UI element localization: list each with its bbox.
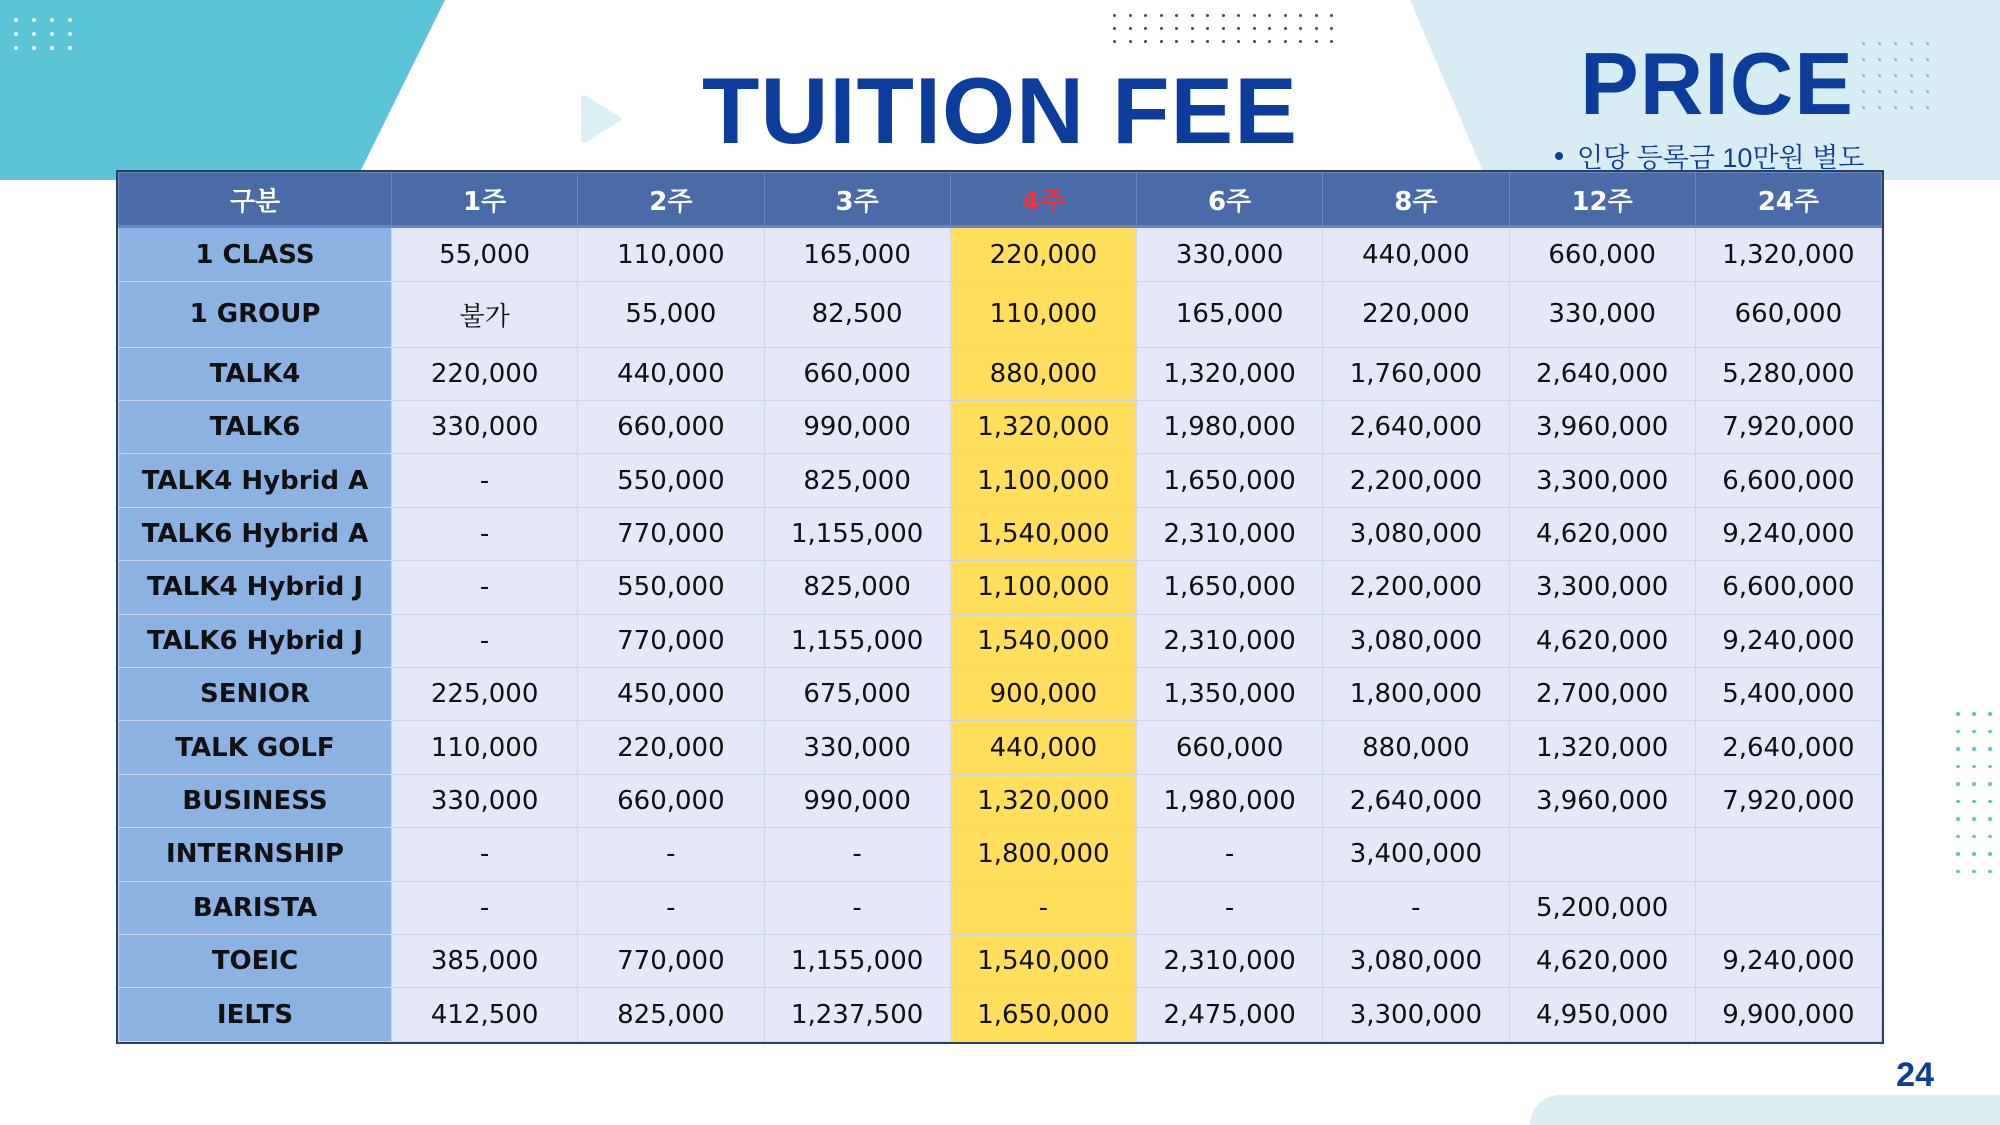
decor-dot [1253,27,1256,30]
decor-dot [50,46,54,50]
price-cell: 5,280,000 [1695,347,1881,400]
price-cell: 3,300,000 [1509,561,1695,614]
decor-dot [1956,817,1960,821]
price-cell: 1,760,000 [1323,347,1509,400]
price-cell: 770,000 [578,935,764,988]
price-cell: 660,000 [1695,282,1881,347]
price-cell: 7,920,000 [1695,401,1881,454]
decor-dot [1910,58,1913,61]
price-cell: 1,320,000 [1137,347,1323,400]
price-cell: 450,000 [578,668,764,721]
price-cell: 770,000 [578,507,764,560]
price-cell: 3,300,000 [1323,988,1509,1042]
table-row [119,454,1882,507]
table-row [119,561,1882,614]
decor-dot [1330,40,1333,43]
decor-dot [1988,747,1992,751]
table-row [119,774,1882,827]
decor-dot [1972,800,1976,804]
decor-dot [32,32,36,36]
decor-dot [1330,14,1333,17]
decor-dot [1988,730,1992,734]
decor-dot [1315,40,1318,43]
decor-dot [1988,800,1992,804]
price-cell: 55,000 [392,227,578,282]
decor-dot [68,18,72,22]
decor-dot [1222,40,1225,43]
price-cell-highlighted: 1,540,000 [950,614,1136,667]
table-row [119,227,1882,282]
decor-dot [14,18,18,22]
page-title: TUITION FEE [702,58,1298,163]
decor-dot [1237,40,1240,43]
row-label-cell: 1 GROUP [119,282,392,347]
header-cell: 24주 [1695,173,1881,227]
decor-dot [1988,817,1992,821]
price-cell-highlighted: 1,650,000 [950,988,1136,1042]
price-cell: - [392,881,578,934]
decor-dot [1862,58,1865,61]
decor-dot-grid-top [1113,14,1346,53]
price-cell: - [1137,881,1323,934]
table-row [119,988,1882,1042]
price-cell: 4,950,000 [1509,988,1695,1042]
price-cell: 440,000 [1323,227,1509,282]
table-row [119,881,1882,934]
price-cell: 165,000 [764,227,950,282]
price-cell: 2,700,000 [1509,668,1695,721]
decor-dot [1894,58,1897,61]
decor-dot-grid-right [1956,712,2000,887]
header-cell: 6주 [1137,173,1323,227]
decor-dot [1315,27,1318,30]
decor-dot [1894,42,1897,45]
row-label-cell: TALK6 [119,401,392,454]
decor-dot [1956,747,1960,751]
price-cell-highlighted: 900,000 [950,668,1136,721]
price-cell: - [392,561,578,614]
price-cell: 3,300,000 [1509,454,1695,507]
price-cell: 9,900,000 [1695,988,1881,1042]
decor-dot [1956,870,1960,874]
row-label-cell: INTERNSHIP [119,828,392,881]
price-cell-highlighted: 1,540,000 [950,935,1136,988]
header-cell: 1주 [392,173,578,227]
decor-dot [68,32,72,36]
price-cell: - [764,828,950,881]
price-cell-highlighted: 440,000 [950,721,1136,774]
table-row [119,347,1882,400]
decor-dot [1284,40,1287,43]
decor-dot [32,46,36,50]
price-cell: 1,650,000 [1137,561,1323,614]
price-cell: 990,000 [764,401,950,454]
price-cell: 880,000 [1323,721,1509,774]
price-cell-highlighted: 1,800,000 [950,828,1136,881]
price-cell: 4,620,000 [1509,507,1695,560]
row-label-cell: 1 CLASS [119,227,392,282]
decor-dot [1253,40,1256,43]
price-cell: - [578,881,764,934]
price-cell [1695,828,1881,881]
decor-dot [1222,14,1225,17]
decor-dot [1268,40,1271,43]
price-cell: 110,000 [578,227,764,282]
price-cell: 2,310,000 [1137,935,1323,988]
decor-dot [50,18,54,22]
price-cell: 330,000 [392,401,578,454]
decor-dot [1956,782,1960,786]
price-cell: 5,400,000 [1695,668,1881,721]
price-cell: - [392,828,578,881]
price-cell: 3,960,000 [1509,774,1695,827]
row-label-cell: TALK4 [119,347,392,400]
decor-dot [1191,14,1194,17]
decor-dot [1910,42,1913,45]
row-label-cell: BARISTA [119,881,392,934]
table-row [119,828,1882,881]
decor-dot [1113,40,1116,43]
decor-dot [1956,835,1960,839]
decor-dot [1284,14,1287,17]
price-cell: 3,400,000 [1323,828,1509,881]
decor-dot [1113,27,1116,30]
price-cell: 660,000 [578,774,764,827]
decor-dot [1926,58,1929,61]
price-cell: 2,200,000 [1323,454,1509,507]
price-cell: 225,000 [392,668,578,721]
header-cell: 8주 [1323,173,1509,227]
price-cell: 825,000 [764,454,950,507]
price-cell: 385,000 [392,935,578,988]
price-cell: 330,000 [764,721,950,774]
table-header-row [119,173,1882,227]
price-cell: 1,800,000 [1323,668,1509,721]
decor-dot [1926,42,1929,45]
price-cell: 1,320,000 [1695,227,1881,282]
price-cell-highlighted: 1,100,000 [950,454,1136,507]
decor-dot [1956,852,1960,856]
decor-dot [68,46,72,50]
row-label-cell: TALK4 Hybrid A [119,454,392,507]
page-number: 24 [1896,1056,1934,1094]
decor-dot [1129,40,1132,43]
decor-dot [1988,870,1992,874]
bullet-icon [1555,152,1563,160]
table-row [119,614,1882,667]
table-row [119,668,1882,721]
header-cell: 2주 [578,173,764,227]
decor-dot [1160,40,1163,43]
header-cell: 구분 [119,173,392,227]
row-label-cell: BUSINESS [119,774,392,827]
decor-dot [1988,712,1992,716]
price-cell: 110,000 [392,721,578,774]
decor-shape-bottom [1530,1095,2000,1125]
price-cell: - [578,828,764,881]
price-cell: 2,200,000 [1323,561,1509,614]
decor-dot [1972,852,1976,856]
price-cell [1695,881,1881,934]
price-cell: 9,240,000 [1695,614,1881,667]
decor-dot [1222,27,1225,30]
table-row [119,401,1882,454]
decor-dot [1144,40,1147,43]
price-cell-highlighted: 1,320,000 [950,774,1136,827]
decor-dot [1988,835,1992,839]
decor-dot [1237,27,1240,30]
price-cell: 220,000 [392,347,578,400]
price-cell: 5,200,000 [1509,881,1695,934]
price-cell: 2,640,000 [1695,721,1881,774]
price-cell: 2,310,000 [1137,507,1323,560]
table-row [119,935,1882,988]
row-label-cell: TALK6 Hybrid J [119,614,392,667]
decor-dot [1972,817,1976,821]
price-cell: 2,475,000 [1137,988,1323,1042]
price-cell: 82,500 [764,282,950,347]
decor-dot [1972,712,1976,716]
decor-dot [1284,27,1287,30]
price-cell: 1,320,000 [1509,721,1695,774]
row-label-cell: TALK GOLF [119,721,392,774]
decor-dot [14,46,18,50]
price-cell: 990,000 [764,774,950,827]
price-cell: 165,000 [1137,282,1323,347]
price-cell: 330,000 [392,774,578,827]
row-label-cell: TALK6 Hybrid A [119,507,392,560]
decor-dot [1878,58,1881,61]
decor-dot [1160,27,1163,30]
decor-dot [1988,765,1992,769]
price-cell: 55,000 [578,282,764,347]
decor-dot [1175,14,1178,17]
decor-dot [1956,800,1960,804]
decor-dot [1175,27,1178,30]
decor-dot [1206,40,1209,43]
tuition-fee-table [118,172,1882,1042]
decor-dot [14,32,18,36]
price-cell: 330,000 [1509,282,1695,347]
table-row [119,282,1882,347]
price-cell: 6,600,000 [1695,454,1881,507]
row-label-cell: SENIOR [119,668,392,721]
decor-dot [1268,14,1271,17]
decor-dot [1956,730,1960,734]
decor-dot [1956,765,1960,769]
price-cell: 440,000 [578,347,764,400]
decor-dot [1129,27,1132,30]
decor-dot [1160,14,1163,17]
decor-dot [1206,27,1209,30]
row-label-cell: TALK4 Hybrid J [119,561,392,614]
price-cell-highlighted: - [950,881,1136,934]
price-cell: 7,920,000 [1695,774,1881,827]
decor-dot [1191,40,1194,43]
price-cell: 6,600,000 [1695,561,1881,614]
price-cell: 3,080,000 [1323,935,1509,988]
price-cell: 825,000 [578,988,764,1042]
price-cell: - [392,614,578,667]
price-cell: 1,980,000 [1137,774,1323,827]
price-cell: 660,000 [764,347,950,400]
price-cell: 9,240,000 [1695,935,1881,988]
decor-dot [1144,14,1147,17]
decor-dot [1956,712,1960,716]
row-label-cell: TOEIC [119,935,392,988]
price-cell: 330,000 [1137,227,1323,282]
price-cell-highlighted: 220,000 [950,227,1136,282]
price-cell: 660,000 [578,401,764,454]
price-cell: 825,000 [764,561,950,614]
price-cell: 불가 [392,282,578,347]
price-cell: 675,000 [764,668,950,721]
registration-fee-note [1555,136,1864,175]
decor-dot [1315,14,1318,17]
price-cell: 1,155,000 [764,614,950,667]
table-row [119,721,1882,774]
price-cell: 1,980,000 [1137,401,1323,454]
decor-dot [1988,782,1992,786]
decor-dot [1175,40,1178,43]
price-cell: 550,000 [578,454,764,507]
decor-dot [1972,730,1976,734]
decor-dot [1988,852,1992,856]
price-cell-highlighted: 880,000 [950,347,1136,400]
decor-dot [1237,14,1240,17]
price-badge: PRICE [1580,34,1854,133]
price-cell: 2,310,000 [1137,614,1323,667]
price-cell: 9,240,000 [1695,507,1881,560]
price-cell: 412,500 [392,988,578,1042]
decor-dot-grid-top-left [14,18,86,60]
decor-dot [1972,870,1976,874]
header-cell: 3주 [764,173,950,227]
price-cell: - [392,454,578,507]
price-cell: 3,080,000 [1323,614,1509,667]
decor-dot [1268,27,1271,30]
price-cell: 1,155,000 [764,935,950,988]
price-cell: 550,000 [578,561,764,614]
price-cell-highlighted: 110,000 [950,282,1136,347]
price-cell-highlighted: 1,100,000 [950,561,1136,614]
note-text: 인당 등록금 10만원 별도 [1577,143,1865,173]
price-cell: 660,000 [1137,721,1323,774]
decor-dot [1972,782,1976,786]
decor-dot [1299,27,1302,30]
price-cell [1509,828,1695,881]
header-cell: 12주 [1509,173,1695,227]
price-cell: 1,237,500 [764,988,950,1042]
price-cell: - [1323,881,1509,934]
price-cell: 3,960,000 [1509,401,1695,454]
decor-dot [1206,14,1209,17]
price-cell: 4,620,000 [1509,614,1695,667]
decor-dot [1129,14,1132,17]
decor-dot [1299,40,1302,43]
price-cell: 770,000 [578,614,764,667]
price-cell-highlighted: 1,540,000 [950,507,1136,560]
decor-dot [1972,747,1976,751]
price-cell: - [392,507,578,560]
price-cell: - [764,881,950,934]
header-cell-highlighted: 4주 [950,173,1136,227]
decor-dot [1144,27,1147,30]
price-cell: 1,155,000 [764,507,950,560]
price-cell-highlighted: 1,320,000 [950,401,1136,454]
decor-dot [1972,835,1976,839]
price-cell: 660,000 [1509,227,1695,282]
decor-dot [1191,27,1194,30]
price-cell: 3,080,000 [1323,507,1509,560]
table-row [119,507,1882,560]
decor-dot [1972,765,1976,769]
decor-dot [1862,42,1865,45]
decor-dot [50,32,54,36]
price-cell: 2,640,000 [1323,774,1509,827]
price-cell: 1,650,000 [1137,454,1323,507]
decor-dot [32,18,36,22]
row-label-cell: IELTS [119,988,392,1042]
decor-dot [1113,14,1116,17]
price-cell: 2,640,000 [1509,347,1695,400]
price-cell: 1,350,000 [1137,668,1323,721]
price-cell: 220,000 [1323,282,1509,347]
price-cell: - [1137,828,1323,881]
price-cell: 220,000 [578,721,764,774]
decor-dot [1878,42,1881,45]
price-cell: 2,640,000 [1323,401,1509,454]
price-cell: 4,620,000 [1509,935,1695,988]
decor-dot [1253,14,1256,17]
decor-dot [1299,14,1302,17]
decor-dot [1330,27,1333,30]
